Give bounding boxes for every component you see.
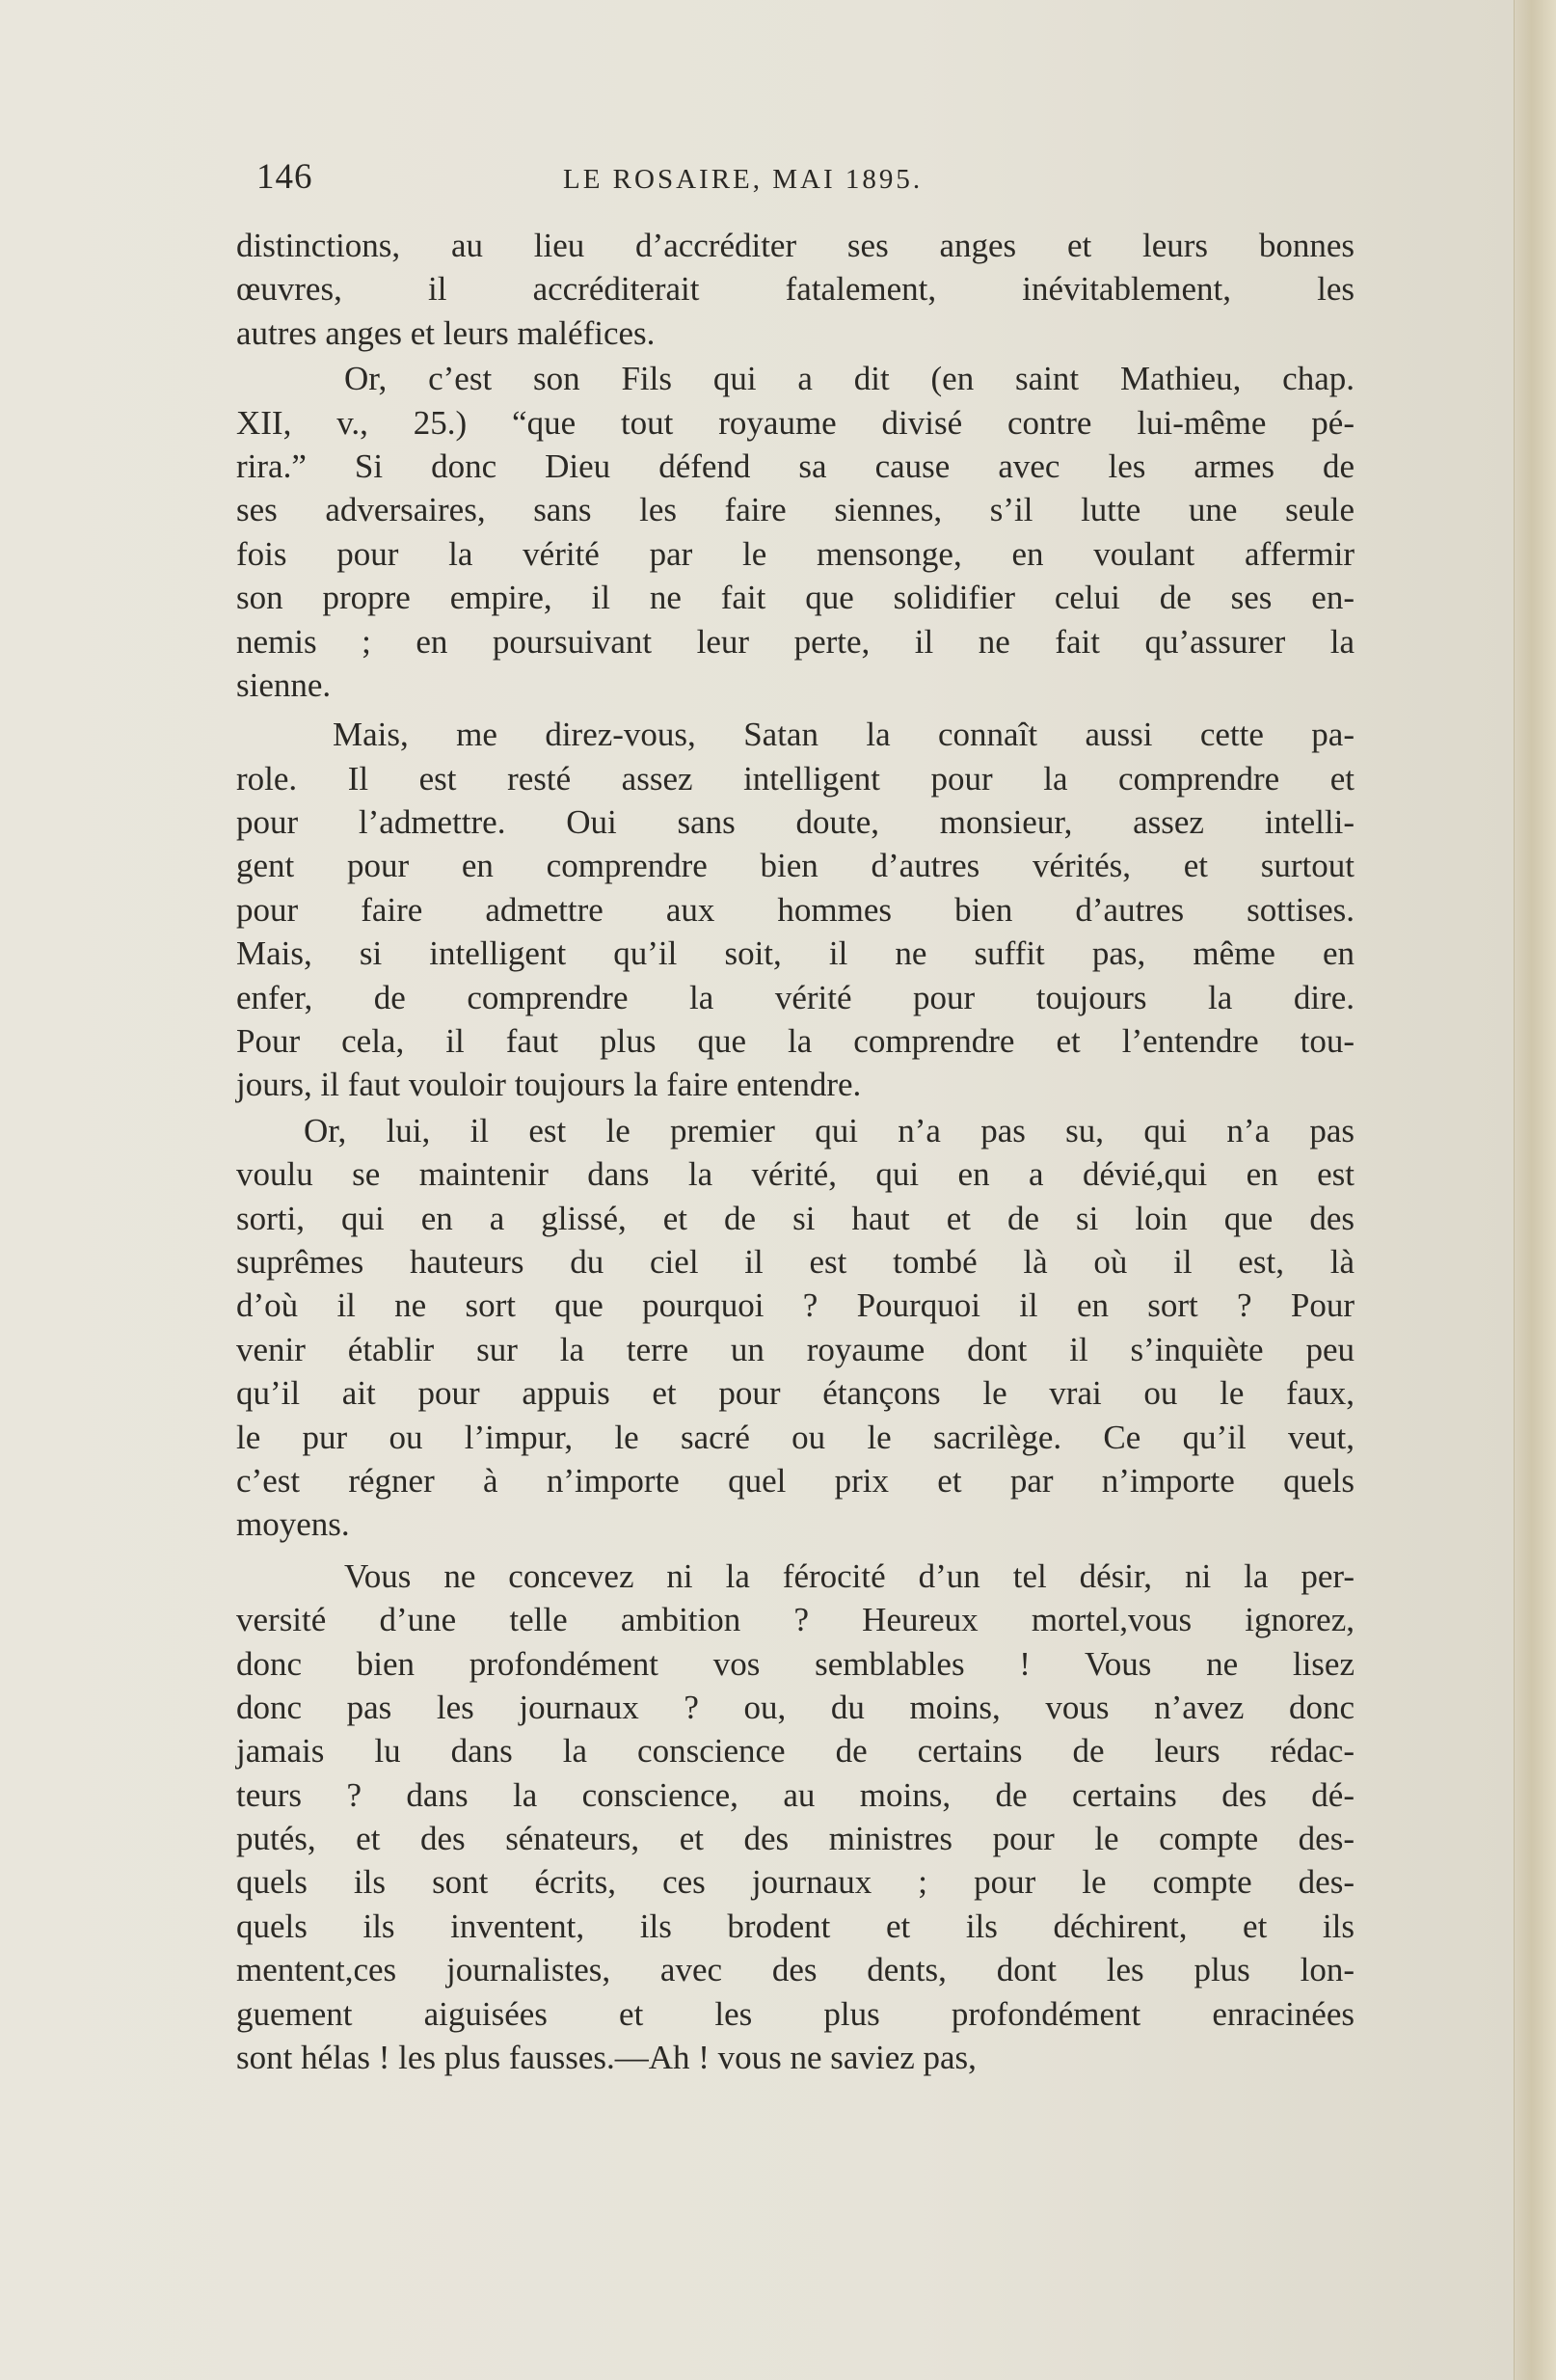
text-line: œuvres, il accréditerait fatalement, inévitablement, les: [236, 270, 1355, 309]
text-line: voulu se maintenir dans la vérité, qui en a dévié,qui en est: [236, 1155, 1355, 1194]
text-line: le pur ou l’impur, le sacré ou le sacrilège. Ce qu’il veut,: [236, 1418, 1355, 1456]
paragraph: [236, 713, 1355, 1107]
text-line: nemis ; en poursuivant leur perte, il ne fait qu’assurer la: [236, 622, 1355, 661]
text-line: sorti, qui en a glissé, et de si haut et de si loin que des: [236, 1199, 1355, 1237]
text-line: gent pour en comprendre bien d’autres vérités, et surtout: [236, 847, 1355, 885]
paragraph: [236, 224, 1355, 355]
text-line: son propre empire, il ne fait que solidifier celui de ses en-: [236, 579, 1355, 617]
text-line: donc pas les journaux ? ou, du moins, vous n’avez donc: [236, 1688, 1355, 1726]
text-line: XII, v., 25.) “que tout royaume divisé contre lui-même pé-: [236, 403, 1355, 442]
running-head: [256, 156, 1346, 201]
page-number: 146: [256, 157, 313, 197]
running-title: LE ROSAIRE, MAI 1895.: [563, 164, 924, 195]
paragraph: [236, 1109, 1355, 1547]
text-line: Or, lui, il est le premier qui n’a pas su, qui n’a pas: [304, 1111, 1355, 1149]
paragraph: [236, 357, 1355, 707]
paragraph: [236, 1555, 1355, 2080]
text-line: donc bien profondément vos semblables ! Vous ne lisez: [236, 1644, 1355, 1683]
text-line: moyens.: [236, 1505, 350, 1544]
text-line: Or, c’est son Fils qui a dit (en saint Mathieu, chap.: [344, 360, 1355, 398]
text-line: fois pour la vérité par le mensonge, en voulant affermir: [236, 534, 1355, 573]
text-line: putés, et des sénateurs, et des ministres pour le compte des-: [236, 1820, 1355, 1858]
text-line: sienne.: [236, 665, 332, 704]
text-line: distinctions, au lieu d’accréditer ses anges et leurs bonnes: [236, 227, 1355, 264]
text-line: guement aiguisées et les plus profondément enracinées: [236, 1994, 1355, 2033]
text-line: autres anges et leurs maléfices.: [236, 313, 656, 352]
text-line: jours, il faut vouloir toujours la faire entendre.: [236, 1066, 862, 1104]
text-line: ses adversaires, sans les faire siennes, s’il lutte une seule: [236, 491, 1355, 529]
text-line: Mais, si intelligent qu’il soit, il ne suffit pas, même en: [236, 934, 1355, 973]
text-line: enfer, de comprendre la vérité pour toujours la dire.: [236, 978, 1355, 1016]
body-text: [236, 224, 1355, 2079]
text-line: mentent,ces journalistes, avec des dents, dont les plus lon-: [236, 1951, 1355, 1989]
text-line: Pour cela, il faut plus que la comprendre et l’entendre tou-: [236, 1022, 1355, 1061]
text-line: pour l’admettre. Oui sans doute, monsieur, assez intelli-: [236, 803, 1355, 842]
text-line: rira.” Si donc Dieu défend sa cause avec les armes de: [236, 446, 1355, 485]
text-line: sont hélas ! les plus fausses.—Ah ! vous ne saviez pas,: [236, 2039, 977, 2077]
text-line: versité d’une telle ambition ? Heureux mortel,vous ignorez,: [236, 1601, 1355, 1639]
text-line: venir établir sur la terre un royaume dont il s’inquiète peu: [236, 1330, 1355, 1368]
text-line: teurs ? dans la conscience, au moins, de certains des dé-: [236, 1775, 1355, 1814]
text-line: role. Il est resté assez intelligent pour la comprendre et: [236, 759, 1355, 798]
text-line: Vous ne concevez ni la férocité d’un tel désir, ni la per-: [344, 1556, 1355, 1595]
text-line: quels ils inventent, ils brodent et ils déchirent, et ils: [236, 1907, 1355, 1945]
text-line: suprêmes hauteurs du ciel il est tombé là où il est, là: [236, 1242, 1355, 1281]
text-line: qu’il ait pour appuis et pour étançons le vrai ou le faux,: [236, 1374, 1355, 1413]
text-line: d’où il ne sort que pourquoi ? Pourquoi il en sort ? Pour: [236, 1286, 1355, 1325]
text-line: jamais lu dans la conscience de certains de leurs rédac-: [236, 1732, 1355, 1771]
text-line: quels ils sont écrits, ces journaux ; pour le compte des-: [236, 1863, 1355, 1902]
text-line: pour faire admettre aux hommes bien d’autres sottises.: [236, 890, 1355, 929]
page-edge: [1514, 0, 1556, 2380]
text-line: c’est régner à n’importe quel prix et par n’importe quels: [236, 1461, 1355, 1500]
text-line: Mais, me direz-vous, Satan la connaît aussi cette pa-: [333, 716, 1355, 754]
